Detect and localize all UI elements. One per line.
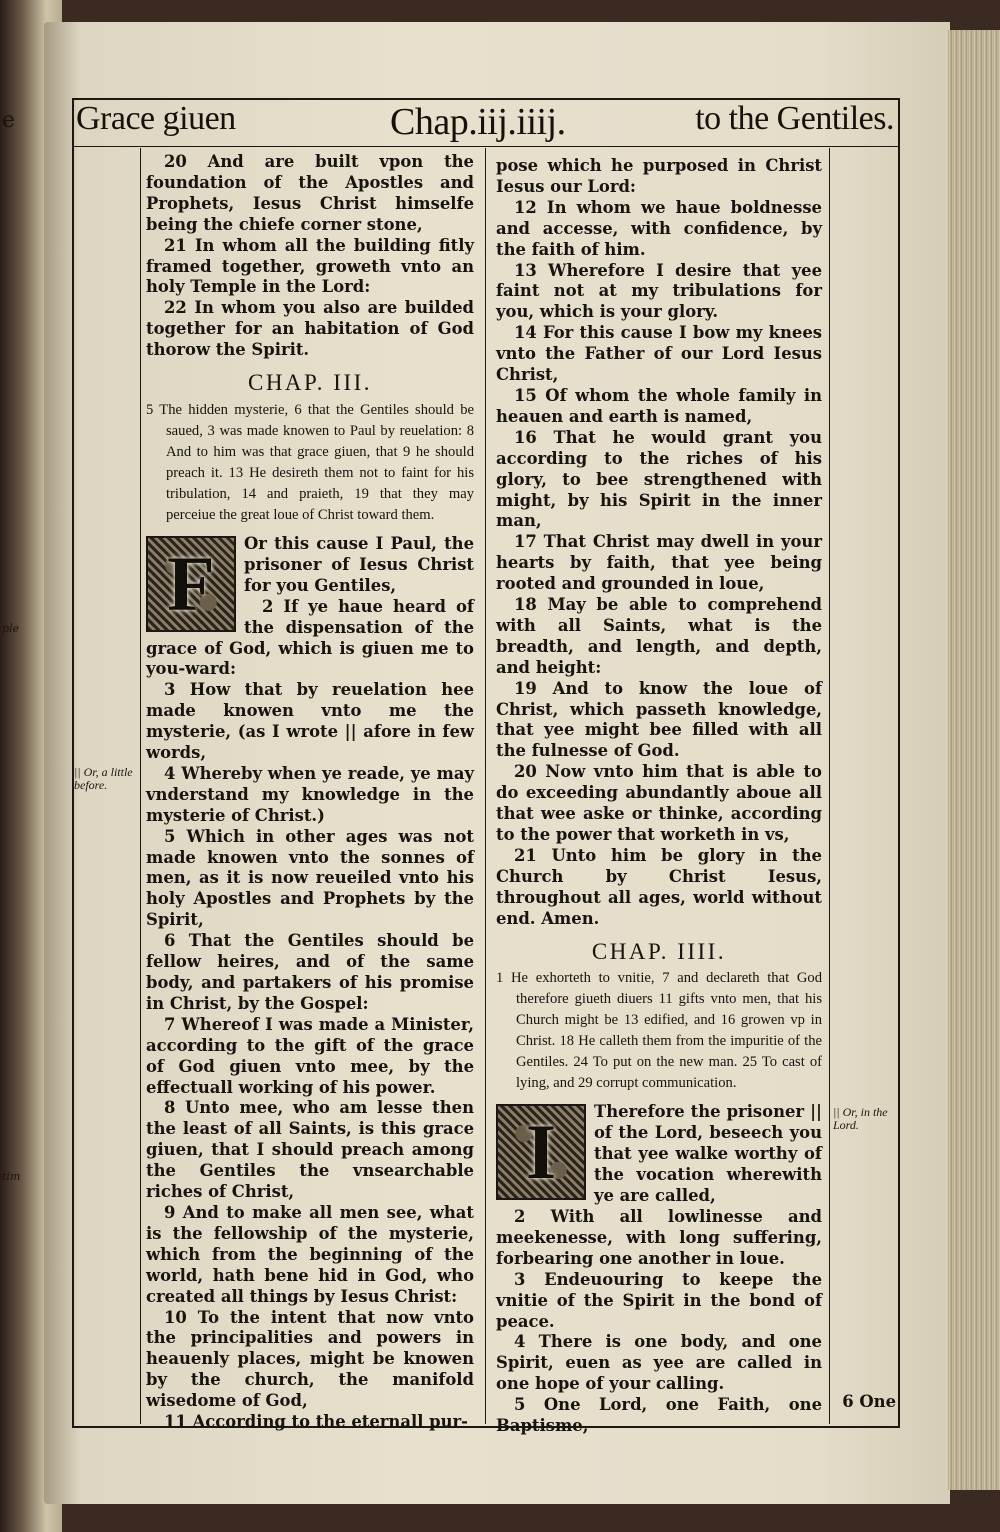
verse: 19 And to know the loue of Christ, which passeth knowledge, that yee might bee filled with all the fulnesse of God. (496, 678, 822, 761)
verse: 3 Endeuouring to keepe the vnitie of the Spirit in the bond of peace. (496, 1269, 822, 1331)
chapter-summary: 5 The hidden mysterie, 6 that the Gentiles should be saued, 3 was made knowen to Paul by reuelation: 8 And to him was that grace giuen, that 9 he should preach it. 13 He desireth them not to faint for his tribulation, 14 and praieth, 19 that they may perceiue the great loue of Christ toward them. (146, 401, 474, 523)
verse: 11 According to the eternall pur- (164, 1412, 468, 1432)
verse: 16 That he would grant you according to the riches of his glory, to bee strengthened with might, by his Spirit in the inner man, (496, 427, 822, 531)
verse: 2 If ye haue heard of the dispensation of the grace of God, which is giuen me to you-ward: (146, 596, 474, 679)
header-rule (72, 146, 898, 147)
verse: 18 May be able to comprehend with all Saints, what is the breadth, and length, and depth, and height: (496, 595, 822, 677)
verse: 2 With all lowlinesse and meekenesse, with long suffering, forbearing one another in loue. (496, 1206, 822, 1268)
verse: 7 Whereof I was made a Minister, according to the gift of the grace of God giuen vnto mee, by the effectuall working of his power. (146, 1014, 474, 1097)
verse: 21 In whom all the building fitly framed together, groweth vnto an holy Temple in the Lord: (146, 235, 474, 297)
verse: 3 How that by reuelation hee made knowen vnto me the mysterie, (as I wrote || afore in few words, (146, 680, 474, 763)
verse: 20 Now vnto him that is able to do exceeding abundantly aboue all that wee aske or thinke, according to the power that worketh in vs, (496, 762, 822, 844)
initial-letter: F (167, 539, 215, 627)
verse: 8 Unto mee, who am lesse then the least of all Saints, is this grace giuen, that I should preach among the Gentiles the vnsearchable riches of Christ, (146, 1098, 474, 1202)
margin-note-left: || Or, a little before. (74, 765, 133, 792)
verse: 10 To the intent that now vnto the principalities and powers in heauenly places, might be knowen by the church, the manifold wisedome of God, (146, 1307, 474, 1411)
right-column (496, 156, 822, 1437)
running-head-right: to the Gentiles. (695, 100, 894, 137)
chapter-opening (146, 533, 474, 627)
spine-fragment-3: tim (2, 1170, 21, 1183)
chapter-opening (496, 1102, 822, 1207)
catchword: 6 One (842, 1392, 896, 1411)
verse: 4 Whereby when ye reade, ye may vnderstand my knowledge in the mysterie of Christ.) (146, 763, 474, 825)
margin-note-right: || Or, in the Lord. (833, 1105, 888, 1132)
left-column (146, 152, 474, 1433)
initial-letter: I (525, 1108, 557, 1196)
verse: 17 That Christ may dwell in your hearts by faith, that yee being rooted and grounded in loue, (496, 532, 822, 594)
verse: 6 That the Gentiles should be fellow heires, and of the same body, and partakers of his promise in Christ, by the Gospel: (146, 931, 474, 1013)
verse: Therefore the prisoner || of the Lord, beseech you that yee walke worthy of the vocation wherewith ye are called, (594, 1102, 822, 1206)
spine-fragment-1: e (2, 108, 16, 133)
page-fore-edge (948, 30, 1000, 1490)
chapter-summary: 1 He exhorteth to vnitie, 7 and declareth that God therefore giueth diuers 11 gifts vnto men, that his Church might be 13 edified, and 16 growen vp in Christ. 18 He calleth them from the impuritie of the Gentiles. 24 To put on the new man. 25 To cast of lying, and 29 corrupt communication. (496, 970, 822, 1092)
verse: 14 For this cause I bow my knees vnto the Father of our Lord Iesus Christ, (496, 323, 822, 385)
verse: 12 In whom we haue boldnesse and accesse, with confidence, by the faith of him. (496, 197, 822, 259)
ornamental-initial (496, 1104, 586, 1200)
verse: 5 Which in other ages was not made knowen vnto the sonnes of men, as it is now reueiled vnto his holy Apostles and Prophets by the Spirit, (146, 826, 474, 930)
running-head-left: Grace giuen (76, 100, 236, 137)
left-margin-rule (140, 148, 141, 1424)
spine-fragment-2: ple (2, 622, 20, 635)
verse: 20 And are built vpon the foundation of the Apostles and Prophets, Iesus Christ himselfe being the chiefe corner stone, (146, 152, 474, 234)
verse: 21 Unto him be glory in the Church by Christ Iesus, throughout all ages, world without end. Amen. (496, 845, 822, 928)
right-margin-rule (829, 148, 830, 1424)
verse: 22 In whom you also are builded together for an habitation of God thorow the Spirit. (146, 298, 474, 360)
verse: 15 Of whom the whole family in heauen and earth is named, (496, 385, 822, 426)
running-head-chapter: Chap.iij.iiij. (390, 101, 566, 143)
verse-continuation: pose which he purposed in Christ Iesus our Lord: (496, 156, 822, 196)
verse: 4 There is one body, and one Spirit, euen as yee are called in one hope of your calling. (496, 1332, 822, 1394)
verse: 13 Wherefore I desire that yee faint not at my tribulations for you, which is your glory. (496, 260, 822, 322)
column-divider (485, 148, 486, 1424)
ornamental-initial (146, 536, 236, 632)
verse: 5 One Lord, one Faith, one Baptisme, (496, 1395, 822, 1436)
verse: Or this cause I Paul, the prisoner of Iesus Christ for you Gentiles, (244, 533, 474, 595)
verse: 9 And to make all men see, what is the fellowship of the mysterie, which from the beginning of the world, hath bene hid in God, who created all things by Iesus Christ: (146, 1202, 474, 1306)
chapter-heading: CHAP. III. (247, 370, 373, 396)
chapter-heading: CHAP. IIII. (591, 938, 727, 964)
